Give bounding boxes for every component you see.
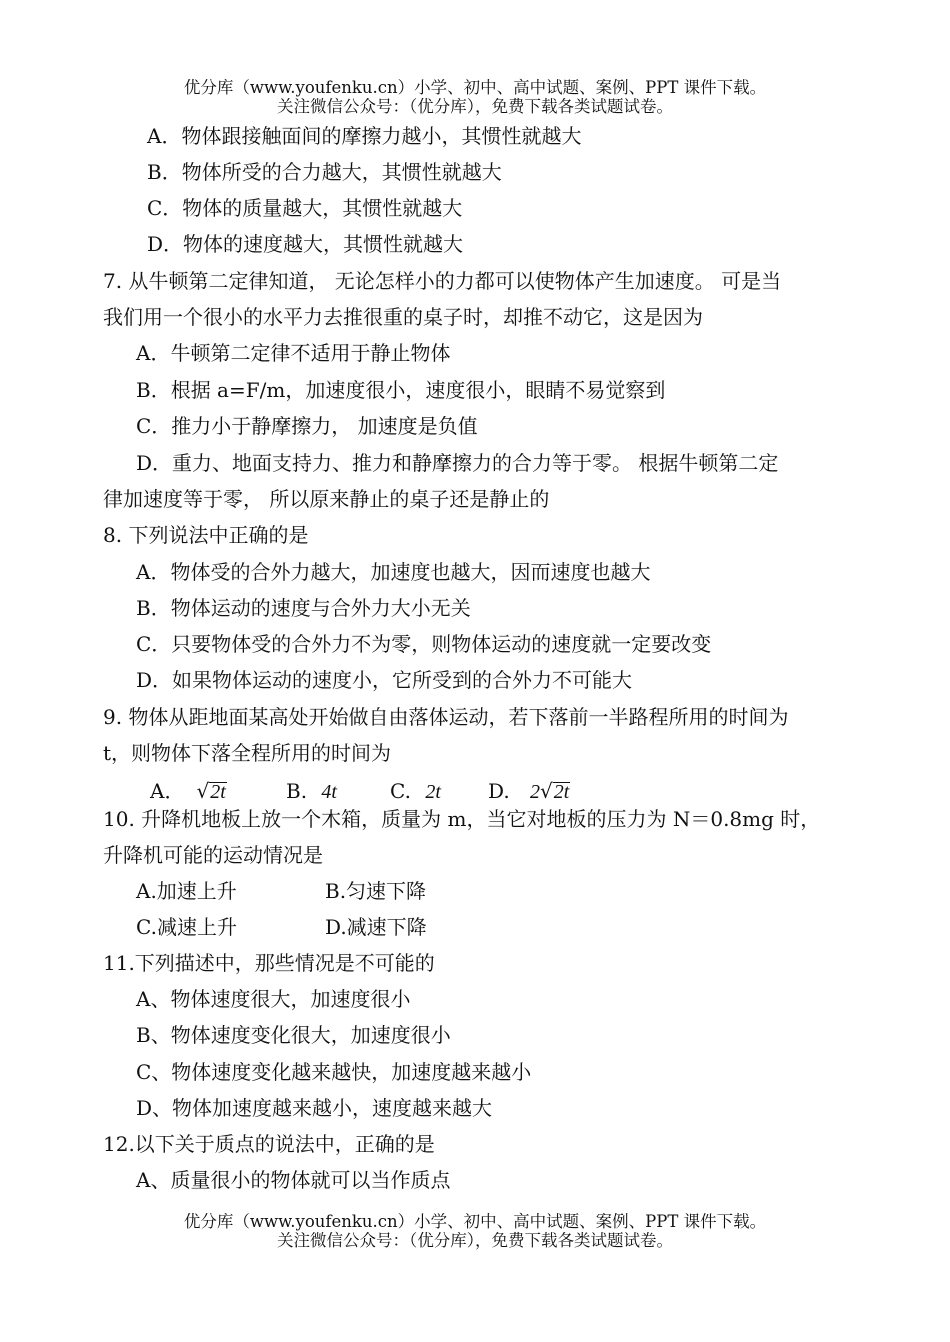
q9-stem-line-2: t，则物体下落全程所用的时间为 xyxy=(103,741,392,765)
q7-option-c: C．推力小于静摩擦力， 加速度是负值 xyxy=(136,414,478,438)
q7-stem-line-2: 我们用一个很小的水平力去推很重的桌子时，却推不动它，这是因为 xyxy=(103,305,703,329)
q6-option-c: C．物体的质量越大，其惯性就越大 xyxy=(147,196,463,220)
q9-option-a xyxy=(150,779,227,803)
q8-option-b: B．物体运动的速度与合外力大小无关 xyxy=(136,596,471,620)
q9-option-a-label: A． xyxy=(150,779,185,803)
q6-option-b: B．物体所受的合力越大，其惯性就越大 xyxy=(147,160,502,184)
q9-option-a-radicand: 2t xyxy=(210,781,226,803)
q10-option-d: D.减速下降 xyxy=(325,915,427,939)
q8-option-c: C．只要物体受的合外力不为零，则物体运动的速度就一定要改变 xyxy=(136,632,712,656)
q12-option-a: A、质量很小的物体就可以当作质点 xyxy=(136,1168,451,1192)
q7-option-d-continued: 律加速度等于零， 所以原来静止的桌子还是静止的 xyxy=(103,487,550,511)
q8-stem: 8. 下列说法中正确的是 xyxy=(103,523,309,547)
q10-stem-line-1: 10. 升降机地板上放一个木箱，质量为 m，当它对地板的压力为 N＝0.8mg 时， xyxy=(103,807,821,831)
q9-option-b-value: 4t xyxy=(321,781,337,803)
q6-option-a: A．物体跟接触面间的摩擦力越小，其惯性就越大 xyxy=(147,124,582,148)
q10-option-b: B.匀速下降 xyxy=(325,879,427,903)
q8-option-d: D．如果物体运动的速度小，它所受到的合外力不可能大 xyxy=(136,668,633,692)
q11-option-d: D、物体加速度越来越小，速度越来越大 xyxy=(136,1096,493,1120)
q11-option-b: B、物体速度变化很大，加速度很小 xyxy=(136,1023,451,1047)
q10-option-a: A.加速上升 xyxy=(136,879,237,903)
q7-stem-line-1: 7. 从牛顿第二定律知道， 无论怎样小的力都可以使物体产生加速度。 可是当 xyxy=(103,269,782,293)
q9-option-b xyxy=(286,779,337,804)
q9-option-b-label: B. xyxy=(286,779,308,803)
q11-stem: 11.下列描述中，那些情况是不可能的 xyxy=(103,951,435,975)
q9-option-d-coefficient: 2 xyxy=(530,781,541,803)
q9-stem-line-1: 9. 物体从距地面某高处开始做自由落体运动，若下落前一半路程所用的时间为 xyxy=(103,705,789,729)
q10-stem-line-2: 升降机可能的运动情况是 xyxy=(103,843,323,867)
q6-option-d: D．物体的速度越大，其惯性就越大 xyxy=(147,232,464,256)
page-header xyxy=(0,78,950,116)
q12-stem: 12.以下关于质点的说法中，正确的是 xyxy=(103,1132,435,1156)
q9-option-d-label: D. xyxy=(488,779,510,803)
q11-option-c: C、物体速度变化越来越快，加速度越来越小 xyxy=(136,1060,532,1084)
q9-option-a-radical: √2t xyxy=(196,779,226,803)
q9-option-d-radicand: 2t xyxy=(553,781,570,803)
footer-line-2: 关注微信公众号：（优分库），免费下载各类试题试卷。 xyxy=(277,1231,673,1250)
q9-option-c-label: C. xyxy=(390,779,411,803)
q7-option-d: D．重力、地面支持力、推力和静摩擦力的合力等于零。 根据牛顿第二定 xyxy=(136,451,779,475)
page-footer xyxy=(0,1212,950,1250)
q9-option-c xyxy=(390,779,441,804)
q9-option-d: D. 2√2t xyxy=(488,779,570,803)
q8-option-a: A．物体受的合外力越大，加速度也越大，因而速度也越大 xyxy=(136,560,651,584)
q7-option-b: B．根据 a=F/m，加速度很小，速度很小，眼睛不易觉察到 xyxy=(136,378,666,402)
header-line-2: 关注微信公众号：（优分库），免费下载各类试题试卷。 xyxy=(277,97,673,116)
q9-option-c-value: 2t xyxy=(425,781,441,803)
q10-option-c: C.减速上升 xyxy=(136,915,237,939)
footer-line-1: 优分库（www.youfenku.cn）小学、初中、高中试题、案例、PPT 课件下载。 xyxy=(183,1212,767,1231)
header-line-1: 优分库（www.youfenku.cn）小学、初中、高中试题、案例、PPT 课件下载。 xyxy=(183,78,767,97)
q7-option-a: A．牛顿第二定律不适用于静止物体 xyxy=(136,341,451,365)
q11-option-a: A、物体速度很大，加速度很小 xyxy=(136,987,411,1011)
